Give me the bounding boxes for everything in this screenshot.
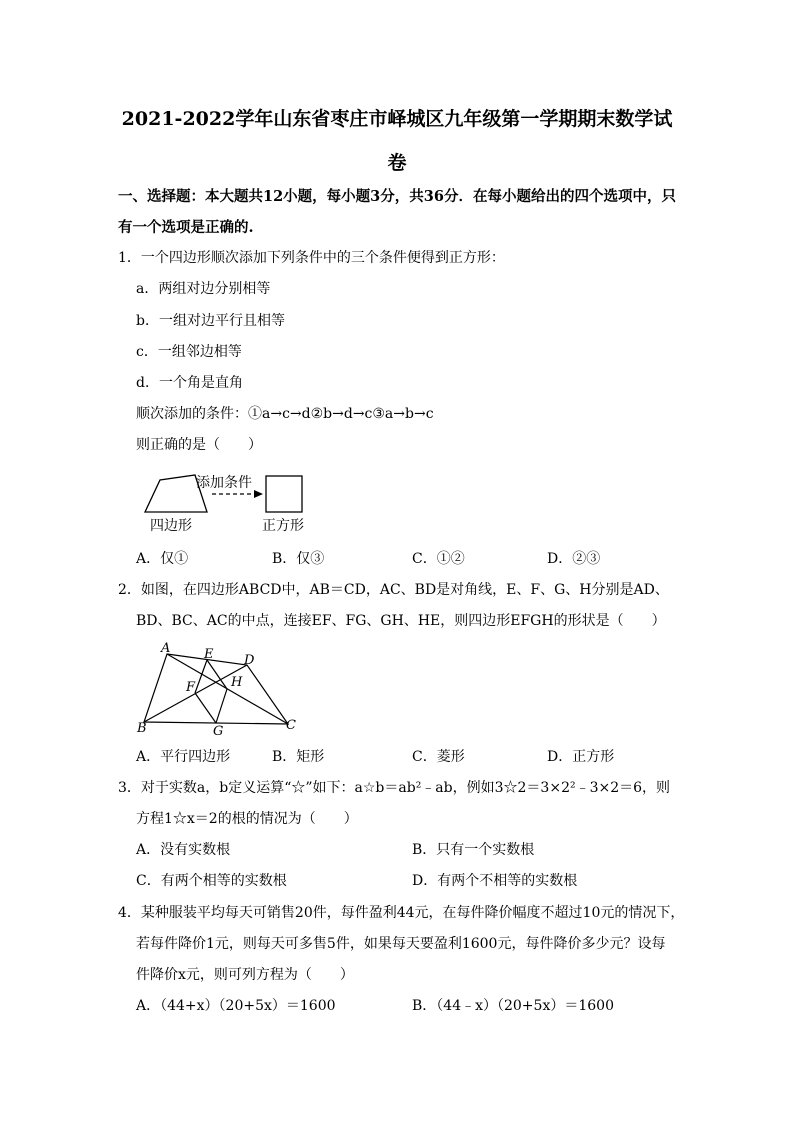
q4-stem-continued: 若每件降价1元，则每天可多售5件，如果每天要盈利1600元，每件降价多少元？设每 [136, 936, 666, 952]
label-e: E [204, 647, 214, 662]
q1-condition-b: b．一组对边平行且相等 [136, 313, 285, 329]
q3-option-a: A．没有实数根 [136, 842, 231, 858]
label-a: A [161, 641, 171, 656]
q1-option-b: B．仅③ [272, 551, 325, 567]
q3-option-b: B．只有一个实数根 [412, 842, 535, 858]
q2-option-d: D．正方形 [547, 749, 615, 765]
arrow-head [254, 490, 263, 498]
q2-option-c: C．菱形 [412, 749, 465, 765]
section-heading: 一、选择题：本大题共12小题，每小题3分，共36分．在每小题给出的四个选项中，只 [118, 188, 676, 205]
segment-gh [216, 689, 227, 723]
label-g: G [213, 724, 224, 736]
q2-stem: 2．如图，在四边形ABCD中，AB＝CD，AC、BD是对角线，E、F、G、H分别是AD、 [118, 582, 669, 598]
q4-option-b: B．（44﹣x）（20+5x）＝1600 [412, 998, 614, 1014]
q1-condition-c: c．一组邻边相等 [136, 344, 242, 360]
page-title: 2021-2022学年山东省枣庄市峄城区九年级第一学期期末数学试 [121, 108, 673, 130]
section-heading-continued: 有一个选项是正确的. [118, 219, 254, 236]
q3-option-c: C．有两个相等的实数根 [136, 873, 287, 889]
page-title-continued: 卷 [387, 152, 407, 174]
label-d: D [244, 653, 255, 668]
segment-fg [195, 693, 216, 723]
q2-option-a: A．平行四边形 [136, 749, 231, 765]
q1-figure [136, 465, 336, 537]
q4-stem: 4．某种服装平均每天可销售20件，每件盈利44元，在每件降价幅度不超过10元的情况下， [118, 905, 685, 921]
q1-stem: 1．一个四边形顺次添加下列条件中的三个条件便得到正方形： [118, 250, 505, 266]
square-shape [266, 476, 302, 512]
q1-option-d: D．②③ [547, 551, 601, 567]
q1-sequence: 顺次添加的条件：①a→c→d②b→d→c③a→b→c [136, 406, 434, 422]
square-label: 正方形 [262, 518, 304, 534]
q1-condition-d: d．一个角是直角 [136, 375, 243, 391]
quadrilateral-label: 四边形 [150, 518, 192, 534]
q3-stem: 3．对于实数a，b定义运算“☆”如下：a☆b＝ab²﹣ab，例如3☆2＝3×2²﹣3×2＝6，则 [118, 780, 671, 796]
q4-stem-end: 件降价x元，则可列方程为（ ） [136, 967, 354, 983]
label-f: F [186, 680, 196, 695]
q1-condition-a: a．两组对边分别相等 [136, 281, 271, 297]
q4-option-a: A．（44+x）（20+5x）＝1600 [136, 998, 336, 1014]
q1-option-a: A．仅① [136, 551, 189, 567]
q2-stem-continued: BD、BC、AC的中点，连接EF、FG、GH、HE，则四边形EFGH的形状是（ ） [136, 613, 666, 629]
q2-option-b: B．矩形 [272, 749, 325, 765]
q1-option-c: C．①② [412, 551, 465, 567]
label-b: B [137, 721, 147, 736]
segment-he [207, 660, 227, 689]
q2-figure [132, 640, 312, 736]
quadrilateral-abcd [144, 654, 288, 724]
q1-ask: 则正确的是（ ） [136, 437, 262, 453]
q3-stem-continued: 方程1☆x＝2的根的情况为（ ） [136, 811, 358, 827]
q3-option-d: D．有两个不相等的实数根 [412, 873, 578, 889]
label-c: C [286, 718, 296, 733]
label-h: H [231, 675, 243, 690]
add-condition-label: 添加条件 [196, 475, 252, 491]
